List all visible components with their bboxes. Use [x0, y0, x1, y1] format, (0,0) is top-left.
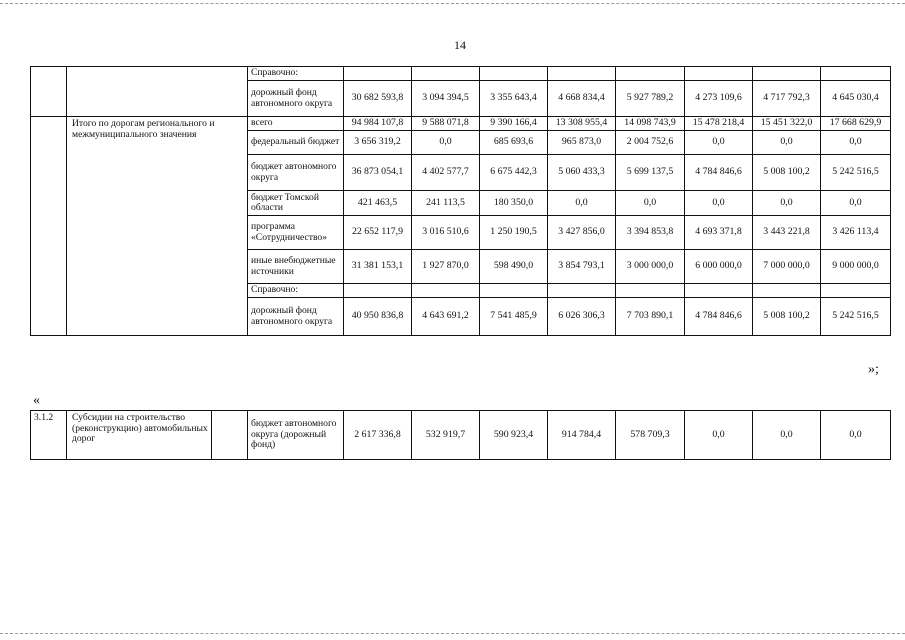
value-cell — [548, 284, 616, 298]
table-row — [31, 117, 891, 131]
value-cell: 13 308 955,4 — [548, 117, 616, 131]
value-cell: 5 927 789,2 — [616, 81, 685, 117]
opening-quote: « — [33, 393, 40, 408]
value-cell: 590 923,4 — [480, 411, 548, 460]
value-cell: 3 427 856,0 — [548, 216, 616, 250]
value-cell — [685, 67, 753, 81]
value-cell: 3 394 853,8 — [616, 216, 685, 250]
value-cell: 4 273 109,6 — [685, 81, 753, 117]
row-label: всего — [248, 117, 344, 131]
value-cell — [753, 284, 821, 298]
row-source-label: бюджет автономного округа (дорожный фонд) — [248, 411, 344, 460]
value-cell: 4 784 846,6 — [685, 155, 753, 191]
value-cell — [821, 67, 891, 81]
value-cell: 4 784 846,6 — [685, 298, 753, 336]
value-cell: 4 643 691,2 — [412, 298, 480, 336]
value-cell: 0,0 — [616, 191, 685, 216]
value-cell: 965 873,0 — [548, 131, 616, 155]
funding-table-body — [31, 67, 891, 336]
value-cell: 15 451 322,0 — [753, 117, 821, 131]
value-cell: 3 656 319,2 — [344, 131, 412, 155]
value-cell: 0,0 — [821, 131, 891, 155]
value-cell: 9 588 071,8 — [412, 117, 480, 131]
value-cell: 1 250 190,5 — [480, 216, 548, 250]
value-cell: 3 016 510,6 — [412, 216, 480, 250]
row-title: Субсидии на строительство (реконструкцию) автомобильных дорог — [67, 411, 212, 460]
value-cell: 5 008 100,2 — [753, 155, 821, 191]
value-cell: 0,0 — [685, 411, 753, 460]
value-cell: 685 693,6 — [480, 131, 548, 155]
value-cell: 0,0 — [821, 411, 891, 460]
value-cell: 0,0 — [753, 411, 821, 460]
scan-edge-top — [0, 3, 905, 4]
value-cell: 14 098 743,9 — [616, 117, 685, 131]
row-label: бюджет Томской области — [248, 191, 344, 216]
value-cell — [412, 67, 480, 81]
value-cell — [616, 67, 685, 81]
value-cell: 7 703 890,1 — [616, 298, 685, 336]
value-cell: 9 390 166,4 — [480, 117, 548, 131]
value-cell: 5 242 516,5 — [821, 298, 891, 336]
value-cell: 914 784,4 — [548, 411, 616, 460]
value-cell — [344, 284, 412, 298]
value-cell: 7 541 485,9 — [480, 298, 548, 336]
value-cell: 30 682 593,8 — [344, 81, 412, 117]
value-cell: 9 000 000,0 — [821, 250, 891, 284]
value-cell — [412, 284, 480, 298]
value-cell: 532 919,7 — [412, 411, 480, 460]
row-label: Справочно: — [248, 67, 344, 81]
value-cell: 180 350,0 — [480, 191, 548, 216]
value-cell: 0,0 — [412, 131, 480, 155]
value-cell: 1 927 870,0 — [412, 250, 480, 284]
value-cell: 0,0 — [821, 191, 891, 216]
value-cell: 578 709,3 — [616, 411, 685, 460]
value-cell — [480, 67, 548, 81]
value-cell — [616, 284, 685, 298]
row-label: программа «Сотрудничество» — [248, 216, 344, 250]
value-cell — [753, 67, 821, 81]
value-cell: 5 699 137,5 — [616, 155, 685, 191]
value-cell: 6 026 306,3 — [548, 298, 616, 336]
value-cell: 0,0 — [685, 131, 753, 155]
subsidy-row — [31, 411, 891, 460]
row-label: федеральный бюджет — [248, 131, 344, 155]
value-cell: 3 000 000,0 — [616, 250, 685, 284]
value-cell: 0,0 — [753, 191, 821, 216]
value-cell: 4 645 030,4 — [821, 81, 891, 117]
value-cell: 17 668 629,9 — [821, 117, 891, 131]
value-cell: 3 426 113,4 — [821, 216, 891, 250]
empty-cell — [212, 411, 248, 460]
row-label: дорожный фонд автономного округа — [248, 81, 344, 117]
value-cell: 5 242 516,5 — [821, 155, 891, 191]
value-cell: 15 478 218,4 — [685, 117, 753, 131]
value-cell: 40 950 836,8 — [344, 298, 412, 336]
value-cell: 7 000 000,0 — [753, 250, 821, 284]
subsidy-table — [30, 410, 891, 460]
value-cell: 241 113,5 — [412, 191, 480, 216]
value-cell: 2 617 336,8 — [344, 411, 412, 460]
value-cell: 5 008 100,2 — [753, 298, 821, 336]
value-cell: 6 675 442,3 — [480, 155, 548, 191]
value-cell: 94 984 107,8 — [344, 117, 412, 131]
table-row — [31, 67, 891, 81]
row-label: дорожный фонд автономного округа — [248, 298, 344, 336]
row-label: бюджет автономного округа — [248, 155, 344, 191]
page-number: 14 — [454, 38, 466, 52]
value-cell: 3 854 793,1 — [548, 250, 616, 284]
value-cell: 4 668 834,4 — [548, 81, 616, 117]
value-cell: 421 463,5 — [344, 191, 412, 216]
value-cell: 4 402 577,7 — [412, 155, 480, 191]
value-cell — [548, 67, 616, 81]
value-cell: 4 693 371,8 — [685, 216, 753, 250]
value-cell: 598 490,0 — [480, 250, 548, 284]
value-cell: 6 000 000,0 — [685, 250, 753, 284]
value-cell: 0,0 — [548, 191, 616, 216]
value-cell: 5 060 433,3 — [548, 155, 616, 191]
value-cell: 31 381 153,1 — [344, 250, 412, 284]
value-cell: 0,0 — [753, 131, 821, 155]
row-label: иные внебюджетные источники — [248, 250, 344, 284]
value-cell — [480, 284, 548, 298]
value-cell: 0,0 — [685, 191, 753, 216]
row-code-cell — [31, 117, 67, 336]
value-cell: 36 873 054,1 — [344, 155, 412, 191]
scan-edge-bottom — [0, 633, 905, 634]
closing-quote: »; — [868, 362, 879, 377]
value-cell: 2 004 752,6 — [616, 131, 685, 155]
block-title: Итого по дорогам регионального и межмуниципального значения — [67, 117, 248, 336]
funding-table — [30, 66, 891, 336]
value-cell — [685, 284, 753, 298]
value-cell: 3 443 221,8 — [753, 216, 821, 250]
value-cell — [821, 284, 891, 298]
value-cell: 3 355 643,4 — [480, 81, 548, 117]
row-label: Справочно: — [248, 284, 344, 298]
block-title-empty — [67, 67, 248, 117]
value-cell: 4 717 792,3 — [753, 81, 821, 117]
row-code-cell — [31, 67, 67, 117]
value-cell: 3 094 394,5 — [412, 81, 480, 117]
value-cell: 22 652 117,9 — [344, 216, 412, 250]
row-code: 3.1.2 — [31, 411, 67, 460]
value-cell — [344, 67, 412, 81]
